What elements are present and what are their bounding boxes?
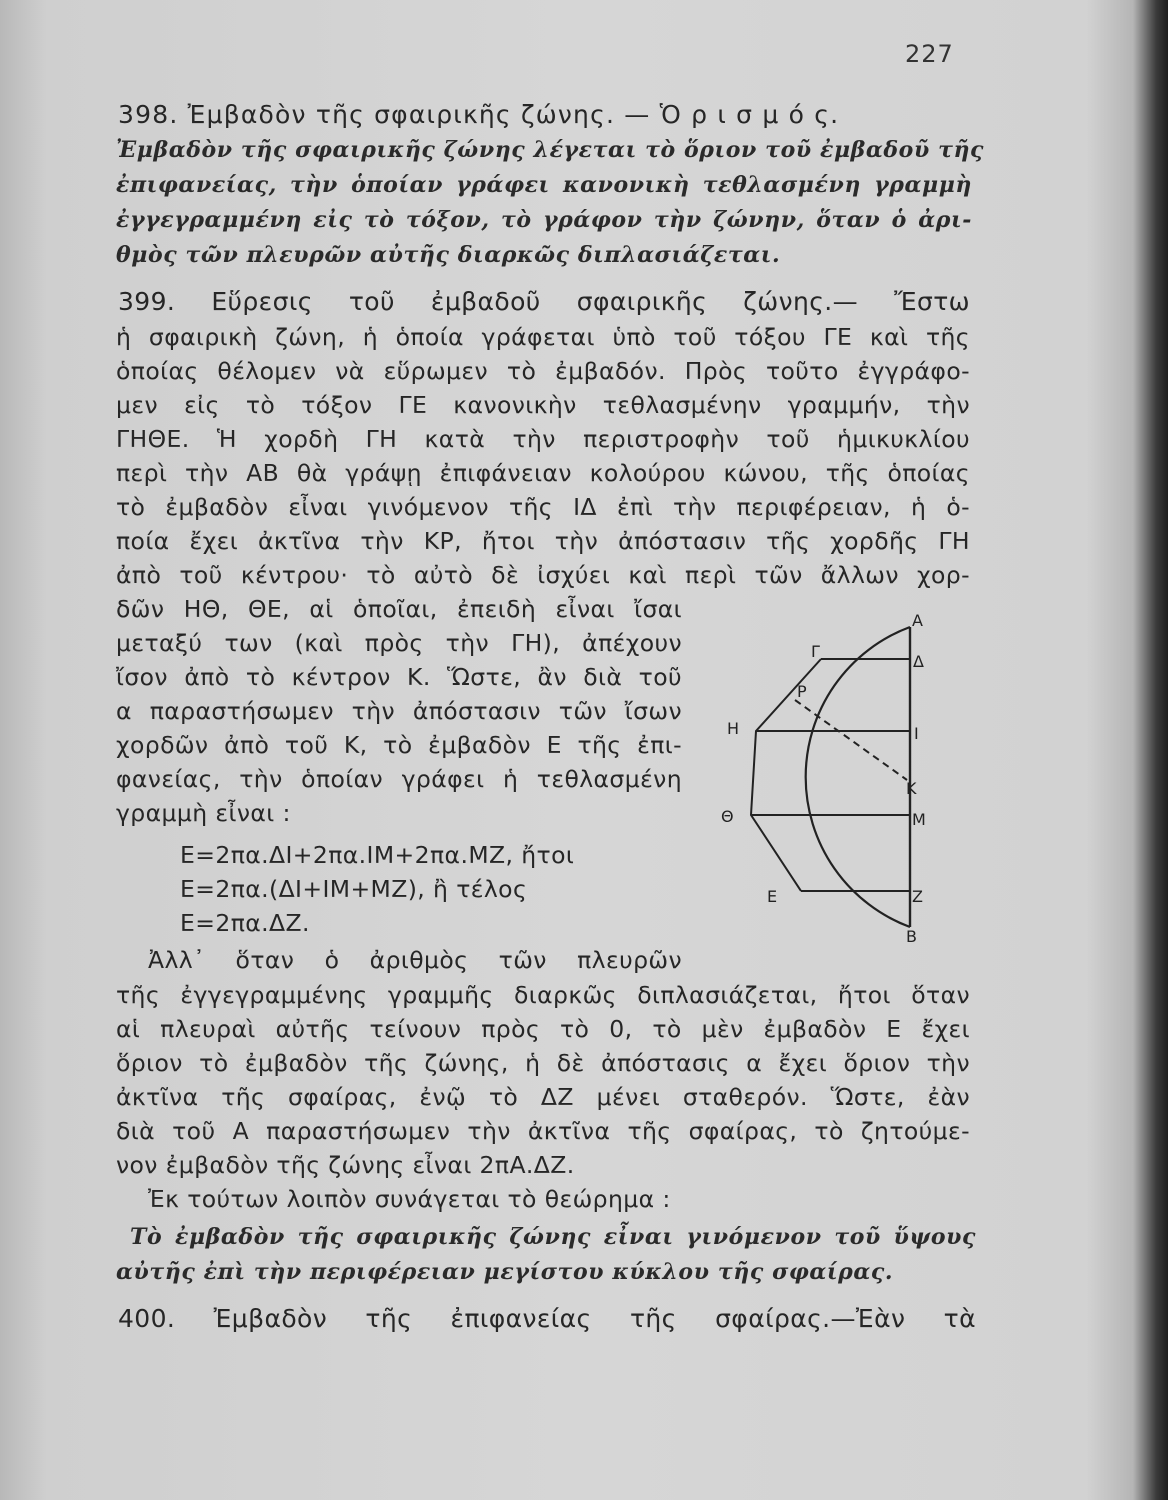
page-number: 227 (905, 40, 954, 68)
definition-line: ἐγγεγραμμένη εἰς τὸ τόξον, τὸ γράφον τὴν ζώνην, ὅταν ὁ ἀρι- (116, 207, 972, 233)
definition-line: θμὸς τῶν πλευρῶν αὐτῆς διαρκῶς διπλασιάζεται. (116, 242, 781, 268)
body-line: Ἐκ τούτων λοιπὸν συνάγεται τὸ θεώρημα : (148, 1185, 671, 1213)
label-theta: Θ (721, 807, 734, 826)
definition-line: Ἐμβαδὸν τῆς σφαιρικῆς ζώνης λέγεται τὸ ὅριον τοῦ ἐμβαδοῦ τῆς (116, 137, 985, 163)
body-line: Ἀλλ᾽ ὅταν ὁ ἀριθμὸς τῶν πλευρῶν (148, 946, 682, 974)
body-line: ἀκτῖνα τῆς σφαίρας, ἐνῷ τὸ ΔΖ μένει σταθερόν. Ὥστε, ἐὰν (116, 1083, 970, 1111)
body-line: αἱ πλευραὶ αὐτῆς τείνουν πρὸς τὸ 0, τὸ μὲν ἐμβαδὸν Ε ἔχει (116, 1015, 970, 1043)
label-iota: Ι (914, 724, 919, 743)
label-kappa: Κ (906, 779, 917, 798)
section-400-heading: 400. Ἐμβαδὸν τῆς ἐπιφανείας τῆς σφαίρας.—Ἐὰν τὰ (118, 1304, 976, 1333)
formula-line: Ε=2πα.ΔΖ. (180, 909, 310, 937)
label-a: A (912, 611, 923, 630)
body-line: ἀπὸ τοῦ κέντρου· τὸ αὐτὸ δὲ ἰσχύει καὶ περὶ τῶν ἄλλων χορ- (116, 561, 970, 589)
body-line: ἡ σφαιρικὴ ζώνη, ἡ ὁποία γράφεται ὑπὸ τοῦ τόξου ΓΕ καὶ τῆς (116, 323, 970, 351)
body-line: διὰ τοῦ Α παραστήσωμεν τὴν ἀκτῖνα τῆς σφαίρας, τὸ ζητούμε- (116, 1117, 970, 1145)
body-line: χορδῶν ἀπὸ τοῦ Κ, τὸ ἐμβαδὸν Ε τῆς ἐπι- (116, 731, 682, 759)
body-line: νον ἐμβαδὸν τῆς ζώνης εἶναι 2πΑ.ΔΖ. (116, 1151, 575, 1179)
body-line: ΓΗΘΕ. Ἡ χορδὴ ΓΗ κατὰ τὴν περιστροφὴν τοῦ ἡμικυκλίου (116, 425, 970, 453)
label-zeta: Ζ (912, 887, 923, 906)
body-line: μεταξύ των (καὶ πρὸς τὴν ΓΗ), ἀπέχουν (116, 629, 682, 657)
body-line: μεν εἰς τὸ τόξον ΓΕ κανονικὴν τεθλασμένην γραμμήν, τὴν (116, 391, 970, 419)
body-line: α παραστήσωμεν τὴν ἀπόστασιν τῶν ἴσων (116, 697, 682, 725)
body-line: τῆς ἐγγεγραμμένης γραμμῆς διαρκῶς διπλασιάζεται, ἤτοι ὅταν (116, 981, 970, 1009)
label-eta: Η (727, 719, 740, 738)
semicircle-arc (806, 627, 910, 927)
formula-line: Ε=2πα.ΔΙ+2πα.ΙΜ+2πα.ΜΖ, ἤτοι (180, 841, 575, 869)
body-line: γραμμὴ εἶναι : (116, 799, 291, 827)
theorem-line: αὐτῆς ἐπὶ τὴν περιφέρειαν μεγίστου κύκλου τῆς σφαίρας. (116, 1259, 894, 1285)
body-line: φανείας, τὴν ὁποίαν γράφει ἡ τεθλασμένη (116, 765, 682, 793)
label-mu: Μ (912, 810, 926, 829)
definition-line: ἐπιφανείας, τὴν ὁποίαν γράφει κανονικὴ τεθλασμένη γραμμὴ (116, 172, 972, 198)
label-beta: Β (906, 927, 917, 945)
section-399-heading: 399. Εὕρεσις τοῦ ἐμβαδοῦ σφαιρικῆς ζώνης.— Ἔστω (118, 287, 970, 316)
body-line: ποία ἔχει ἀκτῖνα τὴν ΚΡ, ἤτοι τὴν ἀπόστασιν τῆς χορδῆς ΓΗ (116, 527, 970, 555)
dashed-kr (795, 700, 907, 780)
label-delta: Δ (913, 652, 924, 671)
body-line: τὸ ἐμβαδὸν εἶναι γινόμενον τῆς ΙΔ ἐπὶ τὴν περιφέρειαν, ἡ ὁ- (116, 493, 970, 521)
section-398-heading: 398. Ἐμβαδὸν τῆς σφαιρικῆς ζώνης. — Ὁ ρ ι σ μ ό ς. (118, 100, 840, 129)
label-gamma: Γ (811, 642, 820, 661)
body-line: περὶ τὴν ΑΒ θὰ γράψῃ ἐπιφάνειαν κολούρου κώνου, τῆς ὁποίας (116, 459, 970, 487)
body-line: ὁποίας θέλομεν νὰ εὕρωμεν τὸ ἐμβαδόν. Πρὸς τοῦτο ἐγγράφο- (116, 357, 970, 385)
theorem-line: Τὸ ἐμβαδὸν τῆς σφαιρικῆς ζώνης εἶναι γινόμενον τοῦ ὕψους (130, 1224, 976, 1250)
label-rho: Ρ (797, 682, 807, 701)
inscribed-broken-line (751, 659, 821, 891)
formula-line: Ε=2πα.(ΔΙ+ΙΜ+ΜΖ), ἢ τέλος (180, 875, 528, 903)
body-line: ἴσον ἀπὸ τὸ κέντρον Κ. Ὥστε, ἂν διὰ τοῦ (116, 663, 682, 691)
zone-figure (715, 605, 955, 945)
body-line: ὅριον τὸ ἐμβαδὸν τῆς ζώνης, ἡ δὲ ἀπόστασις α ἔχει ὅριον τὴν (116, 1049, 970, 1077)
body-line: δῶν ΗΘ, ΘΕ, αἱ ὁποῖαι, ἐπειδὴ εἶναι ἴσαι (116, 595, 682, 623)
label-epsilon: Ε (767, 887, 778, 906)
